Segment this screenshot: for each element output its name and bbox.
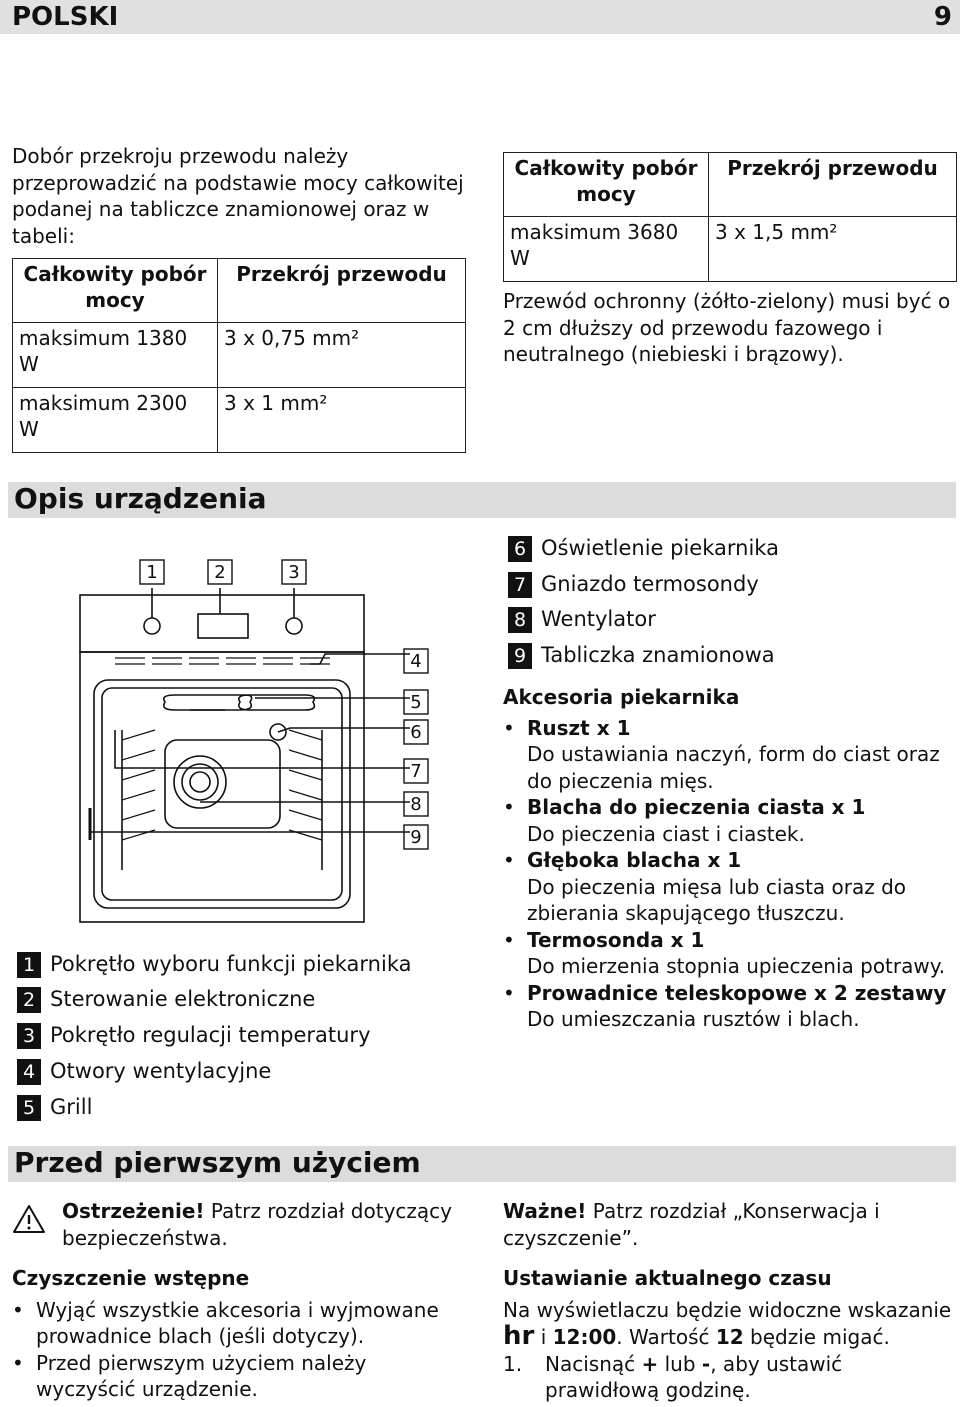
protective-wire-note: Przewód ochronny (żółto-zielony) musi być o 2 cm dłuższy od przewodu fazowego i neutralnego (niebieski i brązowy). xyxy=(503,289,951,366)
legend-number: 8 xyxy=(508,607,532,633)
accessory-desc: Do ustawiania naczyń, form do ciast oraz do pieczenia mięs. xyxy=(527,742,940,793)
accessory-name: • Głęboka blacha x 1 xyxy=(527,848,742,872)
time-text: . Wartość xyxy=(616,1325,710,1349)
accessory-name: • Blacha do pieczenia ciasta x 1 xyxy=(527,795,866,819)
language-title: POLSKI xyxy=(12,2,119,32)
section-bar-description xyxy=(8,482,956,518)
legend-text: Pokrętło regulacji temperatury xyxy=(50,1023,371,1047)
cable-table-2 xyxy=(503,152,957,282)
table1-cell: 3 x 0,75 mm² xyxy=(218,323,466,388)
accessory-desc: Do pieczenia ciast i ciastek. xyxy=(527,821,805,846)
legend-text: Oświetlenie piekarnika xyxy=(541,536,779,560)
cleaning-item: • Przed pierwszym użyciem należy wyczyścić urządzenie. xyxy=(12,1350,472,1403)
legend-item xyxy=(508,641,775,669)
cleaning-title: Czyszczenie wstępne xyxy=(12,1266,250,1290)
table2-header-section: Przekrój przewodu xyxy=(709,153,957,217)
warning-body: Patrz rozdział dotyczący bezpieczeństwa. xyxy=(62,1199,452,1250)
accessory-item xyxy=(503,794,953,847)
temperature-knob-icon xyxy=(286,618,302,634)
diagram-label-4: 4 xyxy=(410,651,422,672)
table1-header-power: Całkowity pobór mocy xyxy=(13,259,218,323)
hr-symbol-icon: hr xyxy=(503,1321,535,1351)
minus-symbol: - xyxy=(701,1351,711,1376)
time-text: Na wyświetlaczu będzie widoczne wskazanie xyxy=(503,1297,952,1322)
plus-symbol: + xyxy=(641,1351,659,1376)
legend-text: Otwory wentylacyjne xyxy=(50,1059,272,1083)
diagram-label-9: 9 xyxy=(410,827,422,848)
legend-number: 6 xyxy=(508,536,532,562)
time-title: Ustawianie aktualnego czasu xyxy=(503,1266,832,1290)
legend-number: 9 xyxy=(508,643,532,669)
legend-number: 7 xyxy=(508,572,532,598)
legend-item xyxy=(508,605,656,633)
accessory-desc: Do mierzenia stopnia upieczenia potrawy. xyxy=(527,954,946,978)
legend-number: 5 xyxy=(17,1095,41,1121)
diagram-label-1: 1 xyxy=(146,562,158,583)
table1-cell: maksimum 1380 W xyxy=(13,323,218,388)
page-number: 9 xyxy=(933,2,952,32)
legend-item xyxy=(17,1057,271,1085)
table2-cell: 3 x 1,5 mm² xyxy=(709,217,957,282)
blink-value: 12 xyxy=(715,1325,744,1349)
table1-cell: 3 x 1 mm² xyxy=(218,388,466,453)
legend-text: Gniazdo termosondy xyxy=(541,572,759,596)
cleaning-list xyxy=(12,1297,472,1403)
accessory-item xyxy=(503,715,953,795)
time-text: będzie migać. xyxy=(750,1325,890,1349)
accessories-list xyxy=(503,715,953,1033)
time-value: 12:00 xyxy=(552,1325,617,1349)
legend-item xyxy=(508,534,779,562)
accessory-item xyxy=(503,927,953,980)
diagram-label-7: 7 xyxy=(410,761,422,782)
warning-text xyxy=(62,1198,472,1251)
table1-header-section: Przekrój przewodu xyxy=(218,259,466,323)
cleaning-section xyxy=(12,1265,472,1403)
accessory-name: • Termosonda x 1 xyxy=(527,927,705,952)
accessory-item xyxy=(503,980,953,1033)
legend-text: Sterowanie elektroniczne xyxy=(50,987,316,1011)
step-text: Nacisnąć xyxy=(545,1351,636,1376)
intro-paragraph: Dobór przekroju przewodu należy przeprowadzić na podstawie mocy całkowitej podanej na tabliczce znamionowej oraz w tabeli: xyxy=(12,144,464,248)
step-text: , aby ustawić prawidłową godzinę. xyxy=(545,1351,843,1402)
diagram-label-2: 2 xyxy=(214,562,226,583)
legend-text: Pokrętło wyboru funkcji piekarnika xyxy=(50,952,412,976)
legend-item xyxy=(508,570,759,598)
legend-item xyxy=(17,985,315,1013)
step-number: 1. xyxy=(503,1351,523,1376)
legend-item xyxy=(17,1021,371,1049)
table2-cell: maksimum 3680 W xyxy=(504,217,709,282)
diagram-label-8: 8 xyxy=(410,794,422,815)
accessory-item xyxy=(503,847,953,927)
legend-number: 3 xyxy=(17,1023,41,1049)
display-icon xyxy=(198,614,248,638)
legend-number: 4 xyxy=(17,1059,41,1085)
important-label: Ważne! xyxy=(503,1199,587,1223)
oven-diagram xyxy=(70,550,450,930)
cleaning-item: • Wyjąć wszystkie akcesoria i wyjmowane prowadnice blach (jeśli dotyczy). xyxy=(12,1297,472,1350)
diagram-label-5: 5 xyxy=(410,692,422,713)
legend-text: Grill xyxy=(50,1095,93,1119)
warning-label: Ostrzeżenie! xyxy=(62,1199,205,1223)
cable-table-1 xyxy=(12,258,466,453)
warning-icon xyxy=(12,1204,46,1234)
legend-number: 2 xyxy=(17,987,41,1013)
diagram-label-3: 3 xyxy=(288,562,300,583)
accessory-name: • Ruszt x 1 xyxy=(527,715,631,740)
section-bar-first-use xyxy=(8,1146,956,1182)
time-section xyxy=(503,1265,953,1404)
time-text: i xyxy=(540,1325,547,1349)
accessory-name: • Prowadnice teleskopowe x 2 zestawy xyxy=(527,980,947,1005)
diagram-label-6: 6 xyxy=(410,722,422,743)
legend-item xyxy=(17,1093,92,1121)
accessories-title: Akcesoria piekarnika xyxy=(503,685,740,709)
legend-number: 1 xyxy=(17,952,41,978)
table1-cell: maksimum 2300 W xyxy=(13,388,218,453)
important-note xyxy=(503,1198,943,1251)
accessories-section xyxy=(503,684,953,1033)
important-text: Patrz rozdział „Konserwacja i czyszczenie”. xyxy=(503,1199,880,1250)
legend-item xyxy=(17,950,411,978)
time-step xyxy=(503,1351,953,1404)
function-knob-icon xyxy=(144,618,160,634)
table2-header-power: Całkowity pobór mocy xyxy=(504,153,709,217)
accessory-desc: Do umieszczania rusztów i blach. xyxy=(527,1007,860,1031)
time-paragraph xyxy=(503,1297,953,1351)
control-panel xyxy=(80,595,364,652)
legend-text: Wentylator xyxy=(541,607,656,631)
page-header xyxy=(0,0,960,34)
section-title: Opis urządzenia xyxy=(14,482,267,515)
legend-text: Tabliczka znamionowa xyxy=(541,643,775,667)
section-title: Przed pierwszym użyciem xyxy=(14,1146,421,1179)
step-text: lub xyxy=(664,1351,696,1376)
accessory-desc: Do pieczenia mięsa lub ciasta oraz do zbierania skapującego tłuszczu. xyxy=(527,874,907,925)
